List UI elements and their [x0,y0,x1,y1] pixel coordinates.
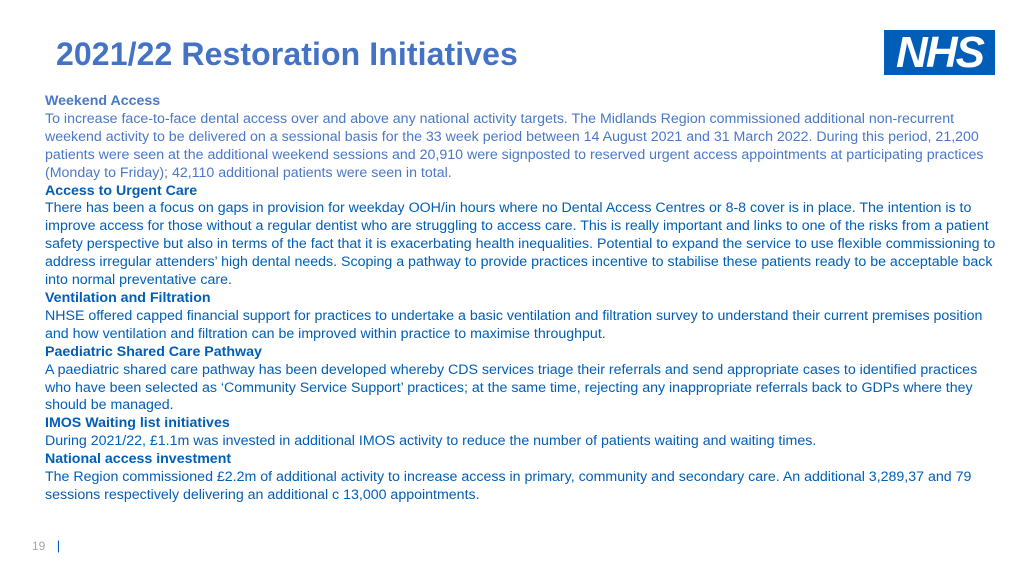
section-heading: IMOS Waiting list initiatives [45,415,230,432]
section-national-access [45,451,1000,505]
section-heading: Paediatric Shared Care Pathway [45,343,262,360]
page-number: 19 [32,539,46,553]
slide-content [45,93,1000,505]
section-body: The Region commissioned £2.2m of additional activity to increase access in primary, community and secondary care. An additional 3,289,37 and 79 sessions respectively delivering an additional c 13,000 appointments. [45,469,972,503]
nhs-logo-text: NHS [896,28,983,77]
slide-footer [32,538,60,553]
section-access-urgent-care [45,183,1000,290]
section-imos-waiting-list [45,415,1000,451]
section-heading: Ventilation and Filtration [45,289,211,306]
section-heading: National access investment [45,451,232,468]
section-body: To increase face-to-face dental access over and above any national activity targets. The Midlands Region commissioned additional non-recurrent weekend activity to be delivered on a sessional basis for the 33 week period between 14 August 2021 and 31 March 2022. During this period, 21,200 patients were seen at the additional weekend sessions and 20,910 were signposted to reserved urgent access appointments at participating practices (Monday to Friday); 42,110 additional patients were seen in total. [45,110,984,181]
nhs-logo [884,30,995,75]
section-heading: Weekend Access [45,93,161,109]
page-title: 2021/22 Restoration Initiatives [56,36,518,72]
section-heading: Access to Urgent Care [45,182,198,199]
footer-separator: | [56,538,61,553]
section-ventilation-filtration [45,290,1000,344]
section-body: NHSE offered capped financial support for practices to undertake a basic ventilation and filtration survey to understand their current premises position and how ventilation and filtration can be improved within practice to maximise throughput. [45,307,983,342]
section-paediatric-pathway [45,344,1000,416]
section-weekend-access [45,93,1000,183]
section-body: During 2021/22, £1.1m was invested in additional IMOS activity to reduce the number of patients waiting and waiting times. [45,433,817,450]
section-body: A paediatric shared care pathway has been developed whereby CDS services triage their referrals and send appropriate cases to identified practices who have been selected as ‘Community Service Support’ practices; at the same time, rejecting any inappropriate referrals back to GDPs where they should be managed. [45,361,978,414]
section-body: There has been a focus on gaps in provision for weekday OOH/in hours where no Dental Access Centres or 8-8 cover is in place. The intention is to improve access for those without a regular dentist who are struggling to access care. This is really important and links to one of the risks from a patient safety perspective but also in terms of the fact that it is exacerbating health inequalities. Potential to expand the service to use flexible commissioning to address irregular attenders’ high dental needs. Scoping a pathway to provide practices incentive to stabilise these patients ready to be acceptable back into normal preventative care. [45,200,996,289]
